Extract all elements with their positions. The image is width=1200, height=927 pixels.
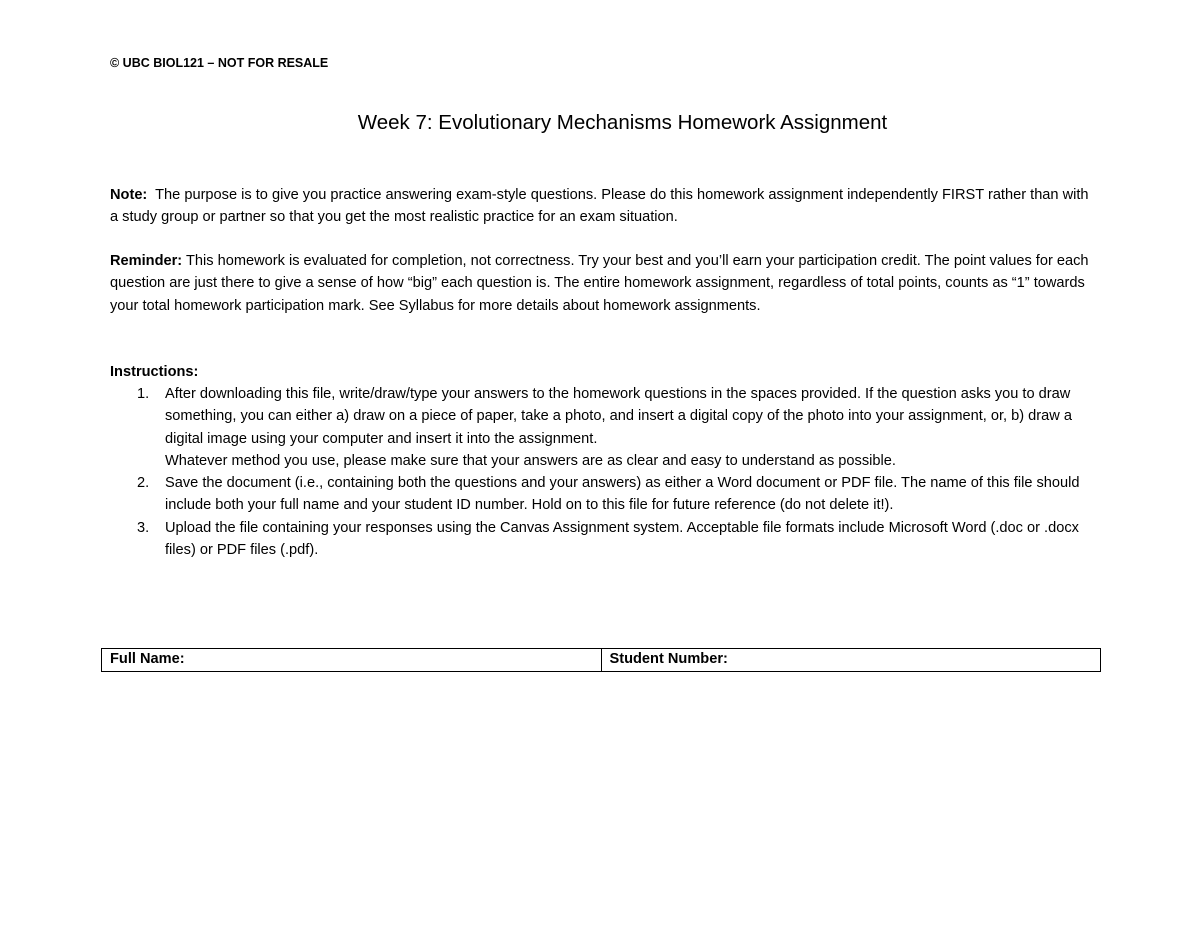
note-label: Note:	[110, 187, 148, 203]
list-item	[110, 517, 1100, 562]
note-paragraph	[110, 184, 1095, 229]
list-item-text: Save the document (i.e., containing both the questions and your answers) as either a Word document or PDF file. The name of this file should include both your full name and your student ID number. Hold on to this file for future reference (do not delete it!).	[165, 475, 1080, 514]
full-name-field[interactable]	[102, 649, 601, 671]
list-item-number: 2.	[137, 475, 150, 492]
reminder-paragraph	[110, 250, 1095, 317]
page-title: Week 7: Evolutionary Mechanisms Homework Assignment	[357, 111, 888, 134]
list-item-number: 1.	[137, 386, 150, 402]
reminder-label: Reminder:	[110, 253, 183, 269]
note-text: The purpose is to give you practice answering exam-style questions. Please do this homework assignment independently FIRST rather than with a study group or partner so that you get the most realistic practice for an exam situation.	[110, 187, 1093, 226]
list-item-number: 3.	[137, 519, 150, 536]
list-item-extra: Whatever method you use, please make sure that your answers are as clear and easy to understand as possible.	[165, 452, 896, 469]
student-info-table	[101, 648, 1101, 672]
copyright-notice: © UBC BIOL121 – NOT FOR RESALE	[110, 56, 329, 70]
list-item	[110, 383, 1100, 472]
list-item	[110, 472, 1100, 517]
list-item-text: After downloading this file, write/draw/type your answers to the homework questions in the spaces provided. If the question asks you to draw something, you can either a) draw on a piece of paper, take a photo, and insert a digital copy of the photo into your assignment, or, b) draw a digital image using your computer and insert it into the assignment.	[165, 386, 1072, 447]
instructions-heading: Instructions:	[110, 364, 199, 380]
instructions-list	[110, 383, 1100, 561]
student-number-label: Student Number:	[609, 651, 728, 667]
full-name-label: Full Name:	[110, 651, 185, 667]
reminder-text: This homework is evaluated for completion, not correctness. Try your best and you’ll earn your participation credit. The point values for each question are just there to give a sense of how “big” each question is. The entire homework assignment, regardless of total points, counts as “1” towards your total homework participation mark. See Syllabus for more details about homework assignments.	[110, 253, 1089, 314]
list-item-text: Upload the file containing your responses using the Canvas Assignment system. Acceptable file formats include Microsoft Word (.doc or .docx files) or PDF files (.pdf).	[165, 519, 1079, 559]
student-number-field[interactable]	[601, 649, 1101, 671]
